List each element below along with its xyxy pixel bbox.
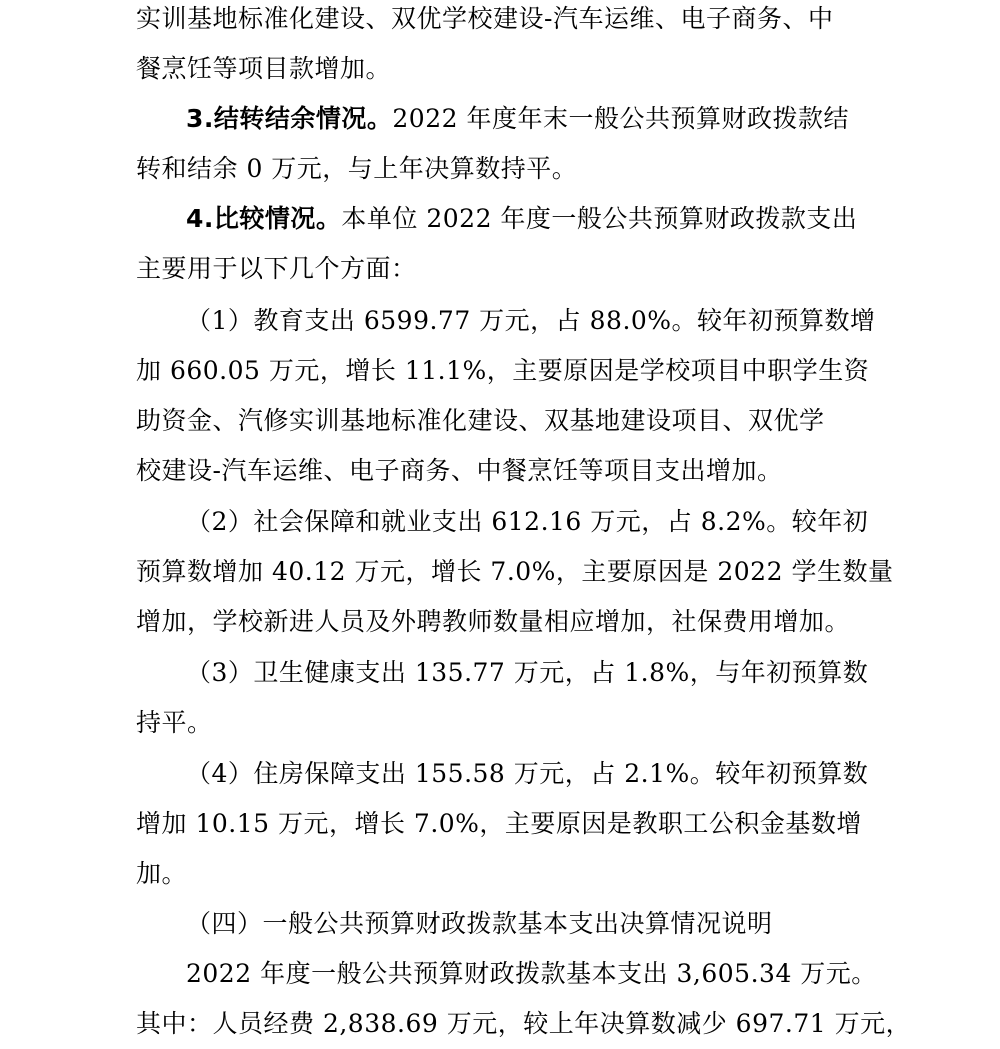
text-line-2: 餐烹饪等项目款增加。 bbox=[136, 54, 392, 83]
text-line-20: 2022 年度一般公共预算财政拨款基本支出 3,605.34 万元。 bbox=[186, 959, 877, 988]
text-line-21: 其中：人员经费 2,838.69 万元，较上年决算数减少 697.71 万元， bbox=[136, 1009, 912, 1038]
text-line-6: 主要用于以下几个方面： bbox=[136, 254, 417, 283]
text-line-13: 增加，学校新进人员及外聘教师数量相应增加，社保费用增加。 bbox=[136, 607, 851, 636]
section-heading: （四）一般公共预算财政拨款基本支出决算情况说明 bbox=[186, 909, 773, 938]
text-line-18: 加。 bbox=[136, 859, 188, 888]
text-line-8: 加 660.05 万元，增长 11.1%，主要原因是学校项目中职学生资 bbox=[136, 356, 870, 385]
text-line-9: 助资金、汽修实训基地标准化建设、双基地建设项目、双优学 bbox=[136, 406, 825, 435]
text-line-1: 实训基地标准化建设、双优学校建设-汽车运维、电子商务、中 bbox=[136, 4, 834, 33]
para-3-heading bbox=[186, 94, 946, 144]
text-line-11: （2）社会保障和就业支出 612.16 万元，占 8.2%。较年初 bbox=[186, 507, 869, 536]
text-line-14: （3）卫生健康支出 135.77 万元，占 1.8%，与年初预算数 bbox=[186, 658, 869, 687]
para-4-heading bbox=[186, 194, 946, 244]
text-line-10: 校建设-汽车运维、电子商务、中餐烹饪等项目支出增加。 bbox=[136, 456, 783, 485]
para-4-title: 4.比较情况。 bbox=[186, 204, 342, 233]
para-4-text: 本单位 2022 年度一般公共预算财政拨款支出 bbox=[341, 204, 858, 233]
text-line-4: 转和结余 0 万元，与上年决算数持平。 bbox=[136, 154, 578, 183]
text-line-12: 预算数增加 40.12 万元，增长 7.0%，主要原因是 2022 学生数量 bbox=[136, 557, 894, 586]
text-line-16: （4）住房保障支出 155.58 万元，占 2.1%。较年初预算数 bbox=[186, 759, 869, 788]
para-3-text: 2022 年度年末一般公共预算财政拨款结 bbox=[392, 104, 849, 133]
text-line-17: 增加 10.15 万元，增长 7.0%，主要原因是教职工公积金基数增 bbox=[136, 809, 862, 838]
text-line-7: （1）教育支出 6599.77 万元，占 88.0%。较年初预算数增 bbox=[186, 306, 876, 335]
text-line-15: 持平。 bbox=[136, 708, 213, 737]
para-3-title: 3.结转结余情况。 bbox=[186, 104, 393, 133]
